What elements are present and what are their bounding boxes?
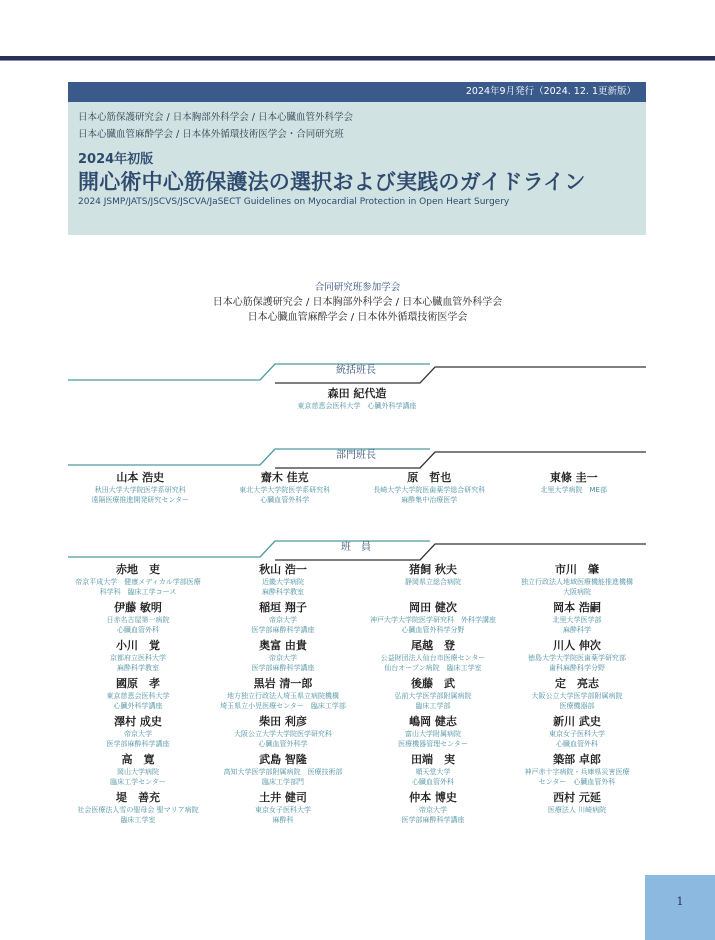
person-card bbox=[508, 563, 646, 597]
person-card bbox=[68, 563, 208, 597]
person-name: 田端 実 bbox=[411, 753, 455, 766]
person-card bbox=[508, 753, 646, 787]
person-card bbox=[68, 753, 208, 787]
person-affiliation: 医学部麻酔科学講座 bbox=[251, 664, 315, 672]
person-name: 小川 覚 bbox=[116, 639, 160, 652]
person-affiliation: 弘前大学医学部附属病院 bbox=[394, 692, 472, 700]
division-chairs-row bbox=[68, 471, 646, 505]
person-card bbox=[208, 563, 358, 597]
person-card bbox=[208, 639, 358, 673]
section-divider bbox=[68, 537, 646, 561]
person-name: 岡本 浩嗣 bbox=[553, 601, 601, 614]
person-affiliation: 心臓血管外科学分野 bbox=[401, 626, 465, 634]
section-division-chairs bbox=[68, 445, 646, 505]
person-affiliation: 埼玉県立小児医療センター 臨床工学部 bbox=[220, 702, 346, 710]
person-affiliation: 京都府立医科大学 bbox=[110, 654, 166, 662]
person-affiliation: 科学科 臨床工学コース bbox=[99, 588, 177, 596]
society-list bbox=[78, 109, 646, 143]
person-affiliation: 臨床工学室 bbox=[120, 816, 156, 824]
person-affiliation: 東京女子医科大学 bbox=[549, 730, 605, 738]
person-card bbox=[358, 677, 508, 711]
person-name: 西村 元延 bbox=[553, 791, 601, 804]
person-name: 築部 卓郎 bbox=[553, 753, 601, 766]
document-title: 開心術中心筋保護法の選択および実践のガイドライン bbox=[78, 170, 586, 194]
title-block bbox=[68, 82, 646, 235]
section-chair bbox=[68, 360, 646, 411]
person-card bbox=[68, 471, 213, 505]
person-affiliation: 社会医療法人雪の聖母会 聖マリア病院 bbox=[77, 806, 199, 814]
person-affiliation: 心臓血管外科学 bbox=[260, 496, 310, 504]
person-affiliation: 独立行政法人地域医療機能推進機構 bbox=[521, 578, 633, 586]
person-affiliation: 心臓血管外科 bbox=[556, 740, 598, 748]
person-affiliation: 遠隔医療推進開発研究センター bbox=[91, 496, 190, 504]
person-affiliation: 心臓血管外科 bbox=[412, 778, 454, 786]
person-affiliation: 麻酔科学 bbox=[563, 626, 591, 634]
person-affiliation: 大阪公立大学医学部附属病院 bbox=[531, 692, 623, 700]
person-affiliation: 臨床工学部 bbox=[415, 702, 451, 710]
person-affiliation: 帝京平成大学 健康メディカル学部医療 bbox=[75, 578, 201, 586]
person-affiliation: 仙台オープン病院 臨床工学室 bbox=[384, 664, 482, 672]
person-name: 定 亮志 bbox=[555, 677, 599, 690]
person-affiliation: 秋田大学大学院医学系研究科 bbox=[94, 486, 186, 494]
section-divider bbox=[68, 360, 646, 384]
society-line-2: 日本心臓血管麻酔学会 / 日本体外循環技術医学会・合同研究班 bbox=[78, 129, 344, 140]
person-card bbox=[357, 471, 502, 505]
person-card bbox=[208, 677, 358, 711]
person-affiliation: 岡山大学病院 bbox=[117, 768, 159, 776]
person-name: 東條 圭一 bbox=[549, 471, 598, 484]
person-affiliation: 神戸赤十字病院・兵庫県災害医療 bbox=[524, 768, 630, 776]
person-name: 堤 善充 bbox=[116, 791, 160, 804]
person-name: 國原 孝 bbox=[116, 677, 160, 690]
person-card bbox=[358, 639, 508, 673]
person-card bbox=[68, 715, 208, 749]
person-affiliation: 医学部麻酔科学講座 bbox=[251, 626, 315, 634]
person-affiliation: 医学部麻酔科学講座 bbox=[106, 740, 170, 748]
person-affiliation: 地方独立行政法人埼玉県立病院機構 bbox=[227, 692, 339, 700]
person-affiliation: 北里大学病院 ME部 bbox=[540, 486, 607, 494]
person-affiliation: 臨床工学センター bbox=[110, 778, 166, 786]
participating-line-2: 日本心臓血管麻酔学会 / 日本体外循環技術医学会 bbox=[247, 312, 468, 323]
person-name: 伊藤 敏明 bbox=[114, 601, 162, 614]
person-name: 後藤 武 bbox=[411, 677, 455, 690]
person-affiliation: 臨床工学部門 bbox=[262, 778, 304, 786]
section-divider bbox=[68, 445, 646, 469]
person-card bbox=[208, 791, 358, 825]
person-card bbox=[508, 601, 646, 635]
person-card bbox=[68, 639, 208, 673]
person-affiliation: 大阪公立大学大学院医学研究科 bbox=[234, 730, 332, 738]
person-name: 市川 肇 bbox=[555, 563, 599, 576]
person-card bbox=[358, 601, 508, 635]
person-name: 仲本 博史 bbox=[409, 791, 457, 804]
section-title: 統括班長 bbox=[336, 365, 376, 376]
edition-label: 2024年初版 bbox=[78, 152, 154, 167]
person-affiliation: センター 心臓血管外科 bbox=[538, 778, 616, 786]
person-name: 赤地 吏 bbox=[116, 563, 160, 576]
person-affiliation: 帝京大学 bbox=[269, 654, 297, 662]
publication-date: 2024年9月発行（2024. 12. 1更新版） bbox=[68, 82, 646, 102]
person-affiliation: 徳島大学大学院医歯薬学研究部 bbox=[528, 654, 626, 662]
person-name: 森田 紀代造 bbox=[327, 387, 387, 400]
person-card bbox=[502, 471, 647, 505]
person-affiliation: 帝京大学 bbox=[419, 806, 447, 814]
person-affiliation: 長崎大学大学院医歯薬学総合研究科 bbox=[373, 486, 486, 494]
person-card bbox=[68, 601, 208, 635]
person-name: 尾越 登 bbox=[411, 639, 455, 652]
section-title: 班 員 bbox=[341, 542, 371, 553]
person-card bbox=[508, 677, 646, 711]
person-name: 猪飼 秋夫 bbox=[409, 563, 457, 576]
person-affiliation: 東京女子医科大学 bbox=[255, 806, 311, 814]
person-name: 齋木 佳克 bbox=[260, 471, 309, 484]
person-affiliation: 近畿大学病院 bbox=[262, 578, 304, 586]
person-affiliation: 東京慈恵会医科大学 bbox=[106, 692, 170, 700]
person-affiliation: 医学部麻酔科学講座 bbox=[401, 816, 465, 824]
top-rule bbox=[0, 56, 715, 61]
person-card bbox=[68, 387, 646, 411]
person-card bbox=[213, 471, 358, 505]
person-affiliation: 日赤名古屋第一病院 bbox=[106, 616, 170, 624]
person-affiliation: 帝京大学 bbox=[269, 616, 297, 624]
person-name: 山本 浩史 bbox=[116, 471, 165, 484]
person-affiliation: 医療機器部 bbox=[559, 702, 595, 710]
society-line-1: 日本心筋保護研究会 / 日本胸部外科学会 / 日本心臓血管外科学会 bbox=[78, 112, 353, 123]
person-affiliation: 公益財団法人仙台市医療センター bbox=[380, 654, 486, 662]
person-card bbox=[208, 601, 358, 635]
person-card bbox=[508, 639, 646, 673]
person-card bbox=[508, 791, 646, 825]
person-name: 嶋岡 健志 bbox=[409, 715, 457, 728]
person-name: 秋山 浩一 bbox=[259, 563, 307, 576]
person-name: 澤村 成史 bbox=[114, 715, 162, 728]
person-name: 新川 武史 bbox=[553, 715, 601, 728]
person-affiliation: 心臓外科学講座 bbox=[113, 702, 163, 710]
person-affiliation: 帝京大学 bbox=[124, 730, 152, 738]
person-name: 稲垣 翔子 bbox=[259, 601, 307, 614]
person-affiliation: 高知大学医学部附属病院 医療技術部 bbox=[223, 768, 343, 776]
person-affiliation: 歯科麻酔科学分野 bbox=[549, 664, 605, 672]
participating-line-1: 日本心筋保護研究会 / 日本胸部外科学会 / 日本心臓血管外科学会 bbox=[212, 297, 503, 308]
person-affiliation: 静岡県立総合病院 bbox=[405, 578, 461, 586]
page-number-box bbox=[645, 875, 715, 940]
person-affiliation: 大阪病院 bbox=[563, 588, 591, 596]
person-affiliation: 麻酔科学教室 bbox=[262, 588, 304, 596]
person-name: 高 寛 bbox=[121, 753, 155, 766]
person-card bbox=[208, 715, 358, 749]
person-affiliation: 心臓血管外科学 bbox=[258, 740, 308, 748]
document-title-english: 2024 JSMP/JATS/JSCVS/JSCVA/JaSECT Guidelines on Myocardial Protection in Open Heart Surgery bbox=[78, 197, 510, 207]
person-affiliation: 北里大学医学部 bbox=[552, 616, 602, 624]
person-card bbox=[358, 715, 508, 749]
page-number: 1 bbox=[676, 895, 684, 908]
person-card bbox=[358, 791, 508, 825]
person-card bbox=[68, 791, 208, 825]
section-title: 部門班長 bbox=[336, 450, 376, 461]
person-affiliation: 麻酔科学教室 bbox=[117, 664, 159, 672]
person-affiliation: 医療法人 川崎病院 bbox=[547, 806, 607, 814]
person-card bbox=[208, 753, 358, 787]
person-name: 柴田 利彦 bbox=[259, 715, 307, 728]
person-affiliation: 心臓血管外科 bbox=[117, 626, 159, 634]
person-affiliation: 東北大学大学院医学系研究科 bbox=[239, 486, 331, 494]
members-grid bbox=[68, 563, 646, 825]
person-card bbox=[358, 563, 508, 597]
person-card bbox=[508, 715, 646, 749]
person-name: 奥富 由貴 bbox=[259, 639, 307, 652]
person-affiliation: 医療機器管理センター bbox=[398, 740, 468, 748]
person-affiliation: 神戸大学大学院医学研究科 外科学講座 bbox=[370, 616, 496, 624]
participating-label: 合同研究班参加学会 bbox=[314, 282, 401, 293]
person-card bbox=[68, 677, 208, 711]
person-name: 岡田 健次 bbox=[409, 601, 457, 614]
participating-societies bbox=[0, 280, 715, 325]
person-affiliation: 順天堂大学 bbox=[415, 768, 451, 776]
person-affiliation: 富山大学附属病院 bbox=[405, 730, 461, 738]
section-members bbox=[68, 537, 646, 825]
person-affiliation: 麻酔集中治療医学 bbox=[401, 496, 458, 504]
person-name: 黒岩 清一郎 bbox=[253, 677, 313, 690]
person-name: 原 哲也 bbox=[407, 471, 452, 484]
person-name: 川人 伸次 bbox=[553, 639, 601, 652]
person-affiliation: 東京慈恵会医科大学 心臓外科学講座 bbox=[297, 402, 417, 410]
person-affiliation: 麻酔科 bbox=[272, 816, 294, 824]
person-card bbox=[358, 753, 508, 787]
person-name: 武島 智隆 bbox=[259, 753, 307, 766]
person-name: 土井 健司 bbox=[259, 791, 307, 804]
